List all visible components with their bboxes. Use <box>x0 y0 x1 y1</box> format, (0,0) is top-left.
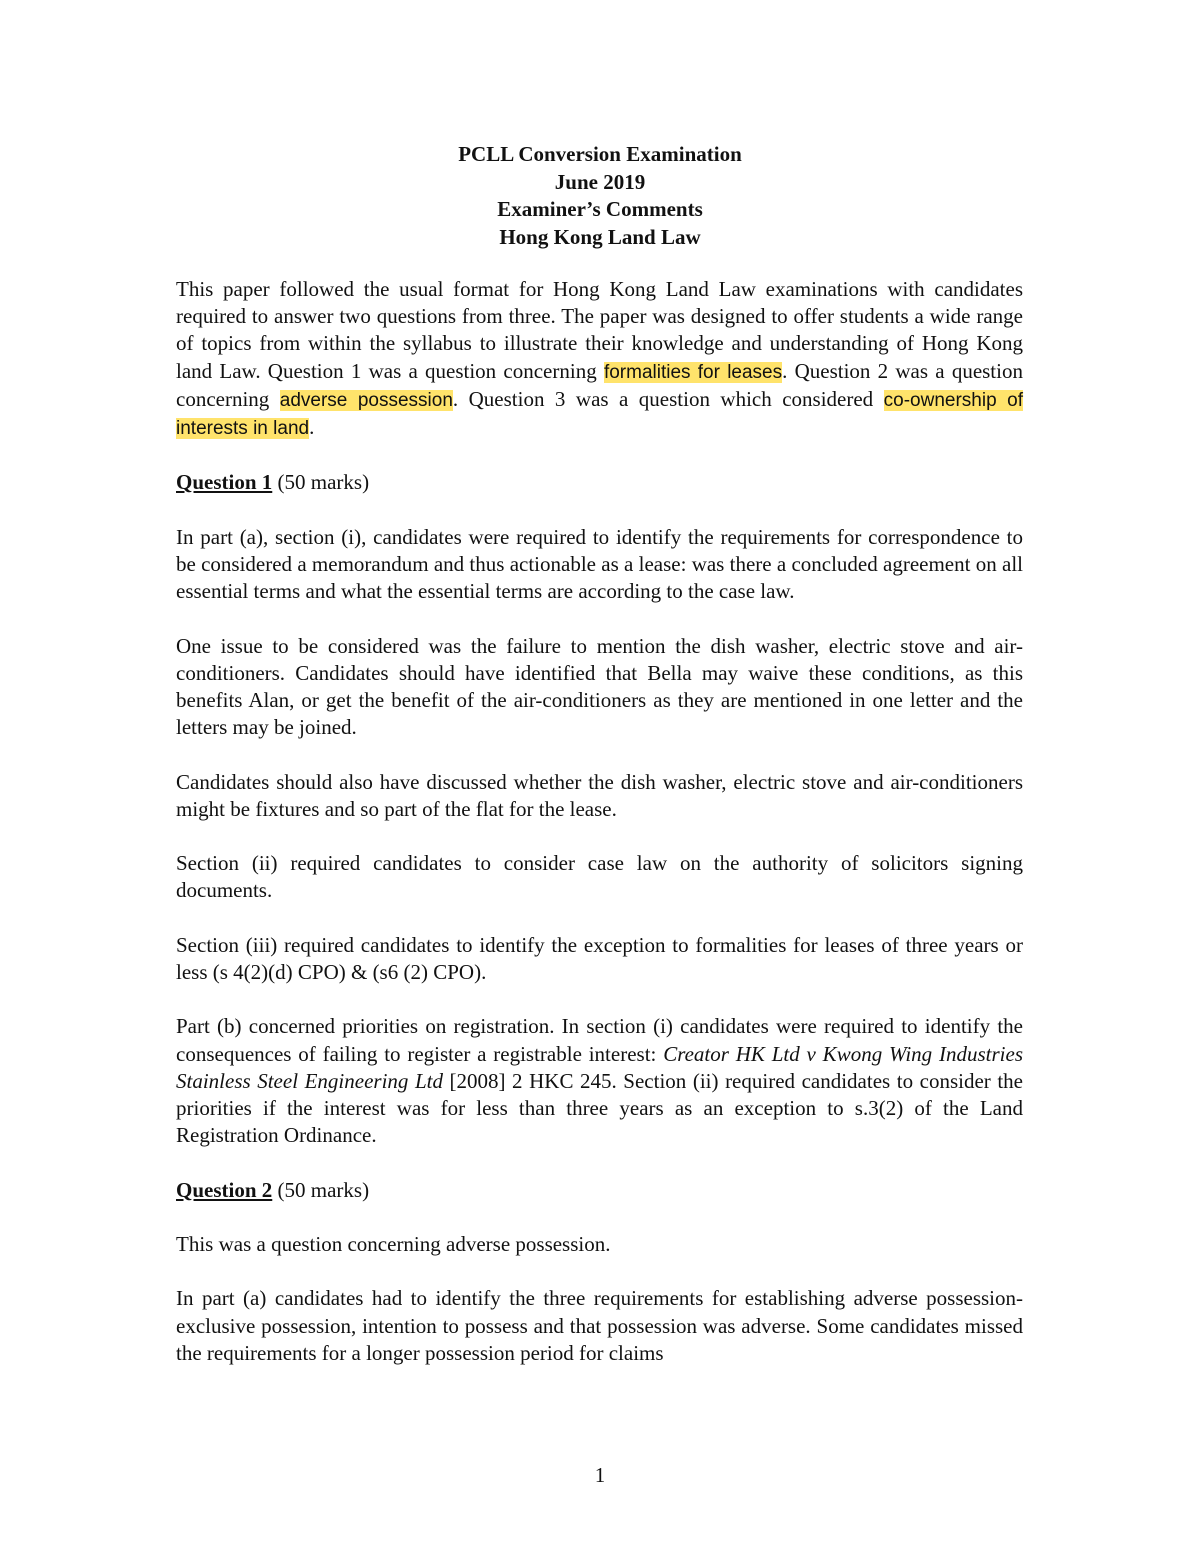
subject-title: Hong Kong Land Law <box>499 224 701 249</box>
highlight-formalities: formalities for leases <box>603 361 783 383</box>
highlight-co-ownership: co-ownership of interests in land <box>176 389 1023 440</box>
question-2-heading <box>176 1177 1023 1204</box>
highlight-adverse-possession: adverse possession <box>279 389 453 411</box>
exam-date: June 2019 <box>554 169 646 194</box>
q1-paragraph: In part (a), section (i), candidates were required to identify the requirements for correspondence to be considered a memorandum and thus actionable as a lease: was there a concluded agreement on all essential terms and what the essential terms are according to the case law. <box>176 524 1023 604</box>
case-citation: Creator HK Ltd v Kwong Wing Industries Stainless Steel Engineering Ltd <box>176 1041 1023 1093</box>
question-2-marks: (50 marks) <box>277 1177 370 1202</box>
comments-title: Examiner’s Comments <box>497 197 703 221</box>
intro-text: . Question 3 was a question which considered <box>452 386 884 411</box>
question-2-title: Question 2 <box>176 1177 273 1202</box>
document-body <box>176 276 1023 1394</box>
q1-paragraph: One issue to be considered was the failure to mention the dish washer, electric stove and air-conditioners. Candidates should have identified that Bella may waive these conditions, as this benefits Alan, or get the benefit of the air-conditioners as they are mentioned in one letter and the letters may be joined. <box>176 633 1023 740</box>
q2-paragraph: In part (a) candidates had to identify the three requirements for establishing adverse possession- exclusive possession, intention to possess and that possession was adverse. Some candidates missed the requirements for a longer possession period for claims <box>176 1286 1023 1365</box>
document-header <box>0 141 1200 251</box>
q1-part-b-text: [2008] 2 HKC 245. Section (ii) required candidates to consider the priorities if the interest was for less than three years as an exception to s.3(2) of the Land Registration Ordinance. <box>176 1068 1023 1148</box>
question-1-marks: (50 marks) <box>277 470 370 495</box>
q1-part-b-text: Part (b) concerned priorities on registration. In section (i) candidates were required to identify the consequences of failing to register a registrable interest: <box>176 1014 1023 1066</box>
intro-text: . <box>309 415 315 440</box>
exam-title: PCLL Conversion Examination <box>458 142 742 166</box>
intro-text: . Question 2 was a question concerning <box>176 358 1023 411</box>
page-number: 1 <box>594 1463 606 1487</box>
q1-paragraph: Section (iii) required candidates to identify the exception to formalities for leases of three years or less (s 4(2)(d) CPO) & (s6 (2) CPO). <box>176 932 1023 984</box>
q2-paragraph: This was a question concerning adverse possession. <box>176 1231 611 1256</box>
question-1-heading <box>176 469 1023 496</box>
intro-paragraph <box>176 276 1023 442</box>
question-1-title: Question 1 <box>176 470 273 495</box>
q1-paragraph: Section (ii) required candidates to consider case law on the authority of solicitors signing documents. <box>176 851 1023 903</box>
intro-text: This paper followed the usual format for Hong Kong Land Law examinations with candidates required to answer two questions from three. The paper was designed to offer students a wide range of topics from within the syllabus to illustrate their knowledge and understanding of Hong Kong land Law. Question 1 was a question concerning <box>176 277 1023 383</box>
q1-paragraph-part-b <box>176 1013 1023 1149</box>
q1-paragraph: Candidates should also have discussed whether the dish washer, electric stove and air-conditioners might be fixtures and so part of the flat for the lease. <box>176 769 1023 821</box>
